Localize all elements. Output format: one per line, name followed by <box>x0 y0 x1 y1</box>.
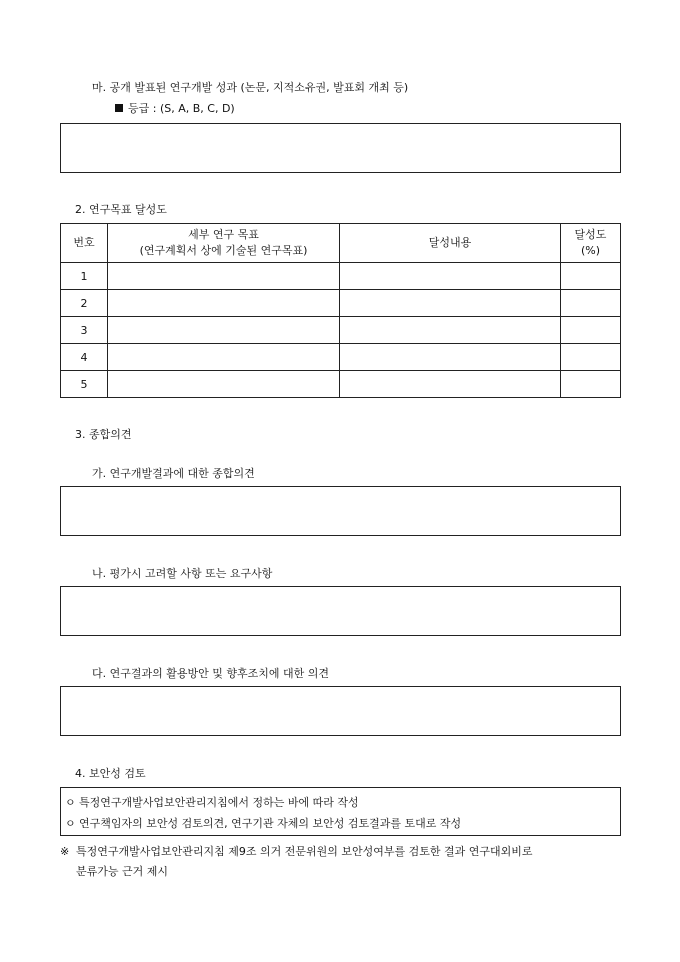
table-row <box>61 371 621 398</box>
row-number: 1 <box>61 263 108 290</box>
bullet-text: 연구책임자의 보안성 검토의견, 연구기관 자체의 보안성 검토결과를 토대로 작성 <box>79 817 462 830</box>
rate-cell[interactable] <box>561 290 621 317</box>
section4-heading: 4. 보안성 검토 <box>75 767 146 780</box>
note-mark: ※ <box>60 845 70 858</box>
note-line2: 분류가능 근거 제시 <box>76 865 169 878</box>
section3-da-heading: 다. 연구결과의 활용방안 및 향후조치에 대한 의견 <box>92 667 329 680</box>
row-number: 5 <box>61 371 108 398</box>
note-line1: 특정연구개발사업보안관리지침 제9조 의거 전문위원의 보안성여부를 검토한 결과 연구대외비로 <box>76 845 533 858</box>
col-header-no: 번호 <box>61 224 108 263</box>
table-row <box>61 263 621 290</box>
black-square-icon <box>115 104 123 112</box>
goal-achievement-table <box>60 223 621 398</box>
col-header-rate-line1: 달성도 <box>574 228 607 241</box>
section3-na-heading: 나. 평가시 고려할 사항 또는 요구사항 <box>92 567 273 580</box>
content-cell[interactable] <box>340 290 561 317</box>
evaluation-considerations-box[interactable] <box>60 586 621 636</box>
table-header-row <box>61 224 621 263</box>
section3-heading: 3. 종합의견 <box>75 428 132 441</box>
section2-heading: 2. 연구목표 달성도 <box>75 203 167 216</box>
table-row <box>61 317 621 344</box>
goal-cell[interactable] <box>108 317 340 344</box>
section3-ga-heading: 가. 연구개발결과에 대한 종합의견 <box>92 467 255 480</box>
goal-cell[interactable] <box>108 290 340 317</box>
grade-label: 등급 : (S, A, B, C, D) <box>128 102 235 115</box>
rate-cell[interactable] <box>561 344 621 371</box>
section-ma-heading: 마. 공개 발표된 연구개발 성과 (논문, 지적소유권, 발표회 개최 등) <box>92 81 409 94</box>
security-note <box>60 843 533 859</box>
col-header-rate-line2: (%) <box>580 244 601 257</box>
col-header-goal-line1: 세부 연구 목표 <box>188 228 259 241</box>
col-header-rate <box>561 224 621 263</box>
bullet-item <box>65 794 359 810</box>
table-row <box>61 344 621 371</box>
rate-cell[interactable] <box>561 371 621 398</box>
goal-cell[interactable] <box>108 371 340 398</box>
grade-line <box>115 100 235 116</box>
goal-cell[interactable] <box>108 263 340 290</box>
utilization-plan-box[interactable] <box>60 686 621 736</box>
content-cell[interactable] <box>340 317 561 344</box>
goal-cell[interactable] <box>108 344 340 371</box>
bullet-mark: ㅇ <box>65 796 76 809</box>
security-review-box <box>60 787 621 836</box>
bullet-text: 특정연구개발사업보안관리지침에서 정하는 바에 따라 작성 <box>79 796 359 809</box>
col-header-content: 달성내용 <box>340 224 561 263</box>
content-cell[interactable] <box>340 263 561 290</box>
col-header-goal-line2: (연구계획서 상에 기술된 연구목표) <box>139 244 308 257</box>
bullet-mark: ㅇ <box>65 817 76 830</box>
row-number: 4 <box>61 344 108 371</box>
col-header-goal <box>108 224 340 263</box>
row-number: 2 <box>61 290 108 317</box>
bullet-item <box>65 815 461 831</box>
table-row <box>61 290 621 317</box>
content-cell[interactable] <box>340 371 561 398</box>
content-cell[interactable] <box>340 344 561 371</box>
rate-cell[interactable] <box>561 317 621 344</box>
row-number: 3 <box>61 317 108 344</box>
overall-opinion-box[interactable] <box>60 486 621 536</box>
publication-results-box[interactable] <box>60 123 621 173</box>
rate-cell[interactable] <box>561 263 621 290</box>
